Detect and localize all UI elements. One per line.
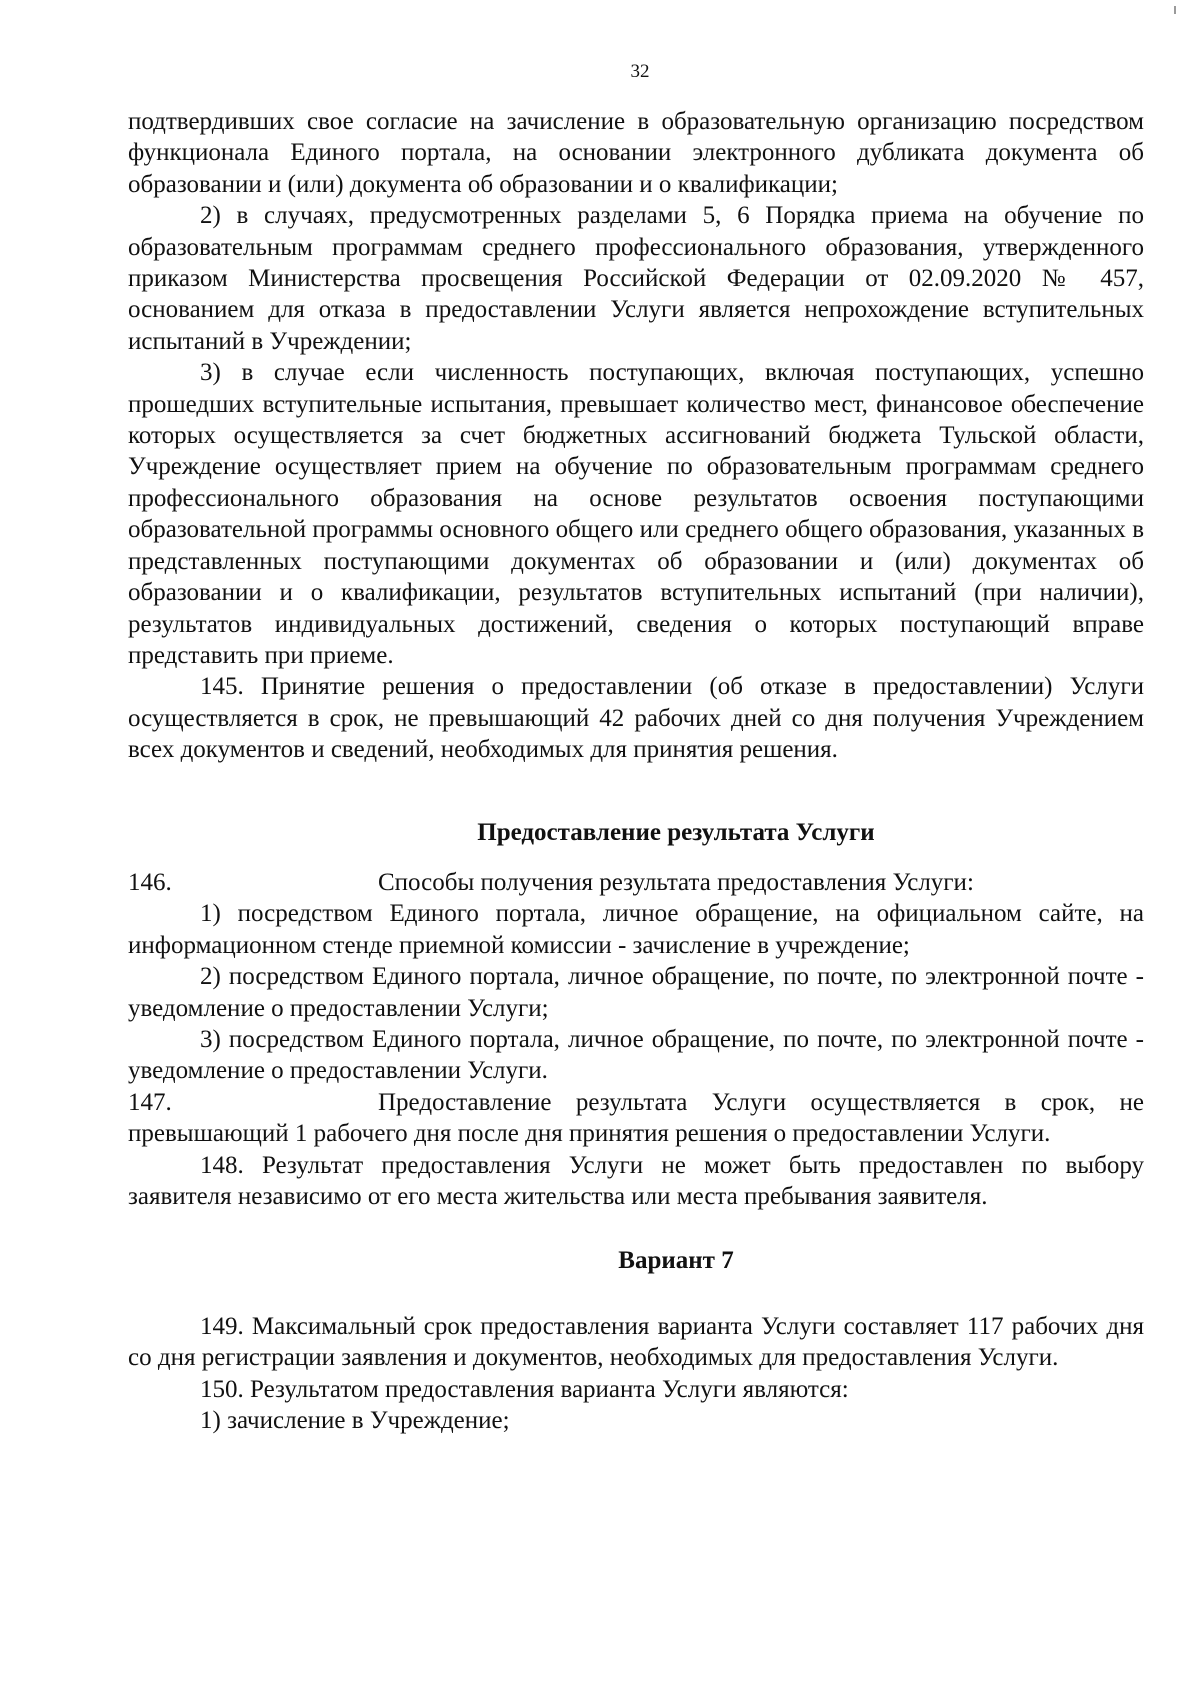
paragraph-147-continuation: превышающий 1 рабочего дня после дня принятия решения о предоставлении Услуги. [128, 1120, 1051, 1148]
paragraph-149: 149. Максимальный срок предоставления варианта Услуги составляет 117 рабочих дня со дня регистрации заявления и документов, необходимых для предоставления Услуги. [128, 1312, 1144, 1372]
section-heading-result: Предоставление результата Услуги [477, 818, 875, 846]
paragraph-146 [128, 867, 1144, 898]
paragraph-150: 150. Результатом предоставления варианта Услуги являются: [200, 1375, 849, 1403]
paragraph-continuation: подтвердивших свое согласие на зачисление в образовательную организацию посредством функционала Единого портала, на основании электронного дубликата документа об образовании и (или) документа об образовании и о квалификации; [128, 108, 1144, 198]
page-number: 32 [630, 61, 650, 82]
document-body [128, 106, 1144, 1436]
paragraph-146-text: Способы получения результата предоставления Услуги: [378, 868, 974, 896]
paragraph-146-item-1: 1) посредством Единого портала, личное обращение, на официальном сайте, на информационном стенде приемной комиссии - зачисление в учреждение; [128, 900, 1144, 959]
scan-mark [1174, 6, 1176, 14]
paragraph-146-item-2: 2) посредством Единого портала, личное обращение, по почте, по электронной почте - уведомление о предоставлении Услуги; [128, 963, 1144, 1022]
paragraph-item-3: 3) в случае если численность поступающих, включая поступающих, успешно прошедших вступительные испытания, превышает количество мест, финансовое обеспечение которых осуществляется за счет бюджетных ассигнований бюджета Тульской области, Учреждение осуществляет прием на обучение по образовательным программам среднего профессионального образования на основе результатов освоения поступающими образовательной программы основного общего или среднего общего образования, указанных в представленных поступающими документах об образовании и (или) документах об образовании и о квалификации, результатов вступительных испытаний (при наличии), результатов индивидуальных достижений, сведения о которых поступающий вправе представить при приеме. [128, 359, 1144, 669]
paragraph-148: 148. Результат предоставления Услуги не может быть предоставлен по выбору заявителя независимо от его места жительства или места пребывания заявителя. [128, 1151, 1144, 1210]
paragraph-145: 145. Принятие решения о предоставлении (об отказе в предоставлении) Услуги осуществляется в срок, не превышающий 42 рабочих дней со дня получения Учреждением всех документов и сведений, необходимых для принятия решения. [128, 673, 1144, 764]
paragraph-147-number: 147. [128, 1088, 172, 1116]
paragraph-146-item-3: 3) посредством Единого портала, личное обращение, по почте, по электронной почте - уведомление о предоставлении Услуги. [128, 1025, 1144, 1085]
paragraph-item-2: 2) в случаях, предусмотренных разделами 5, 6 Порядка приема на обучение по образовательным программам среднего профессионального образования, утвержденного приказом Министерства просвещения Российской Федерации от 02.09.2020 № 457, основанием для отказа в предоставлении Услуги является непрохождение вступительных испытаний в Учреждении; [128, 202, 1144, 355]
paragraph-146-number: 146. [128, 868, 172, 896]
section-heading-variant-7: Вариант 7 [618, 1247, 734, 1275]
paragraph-147-first-line: Предоставление результата Услуги осуществляется в срок, не [378, 1088, 1144, 1116]
paragraph-150-item-1: 1) зачисление в Учреждение; [200, 1407, 510, 1435]
paragraph-147 [128, 1087, 1144, 1118]
